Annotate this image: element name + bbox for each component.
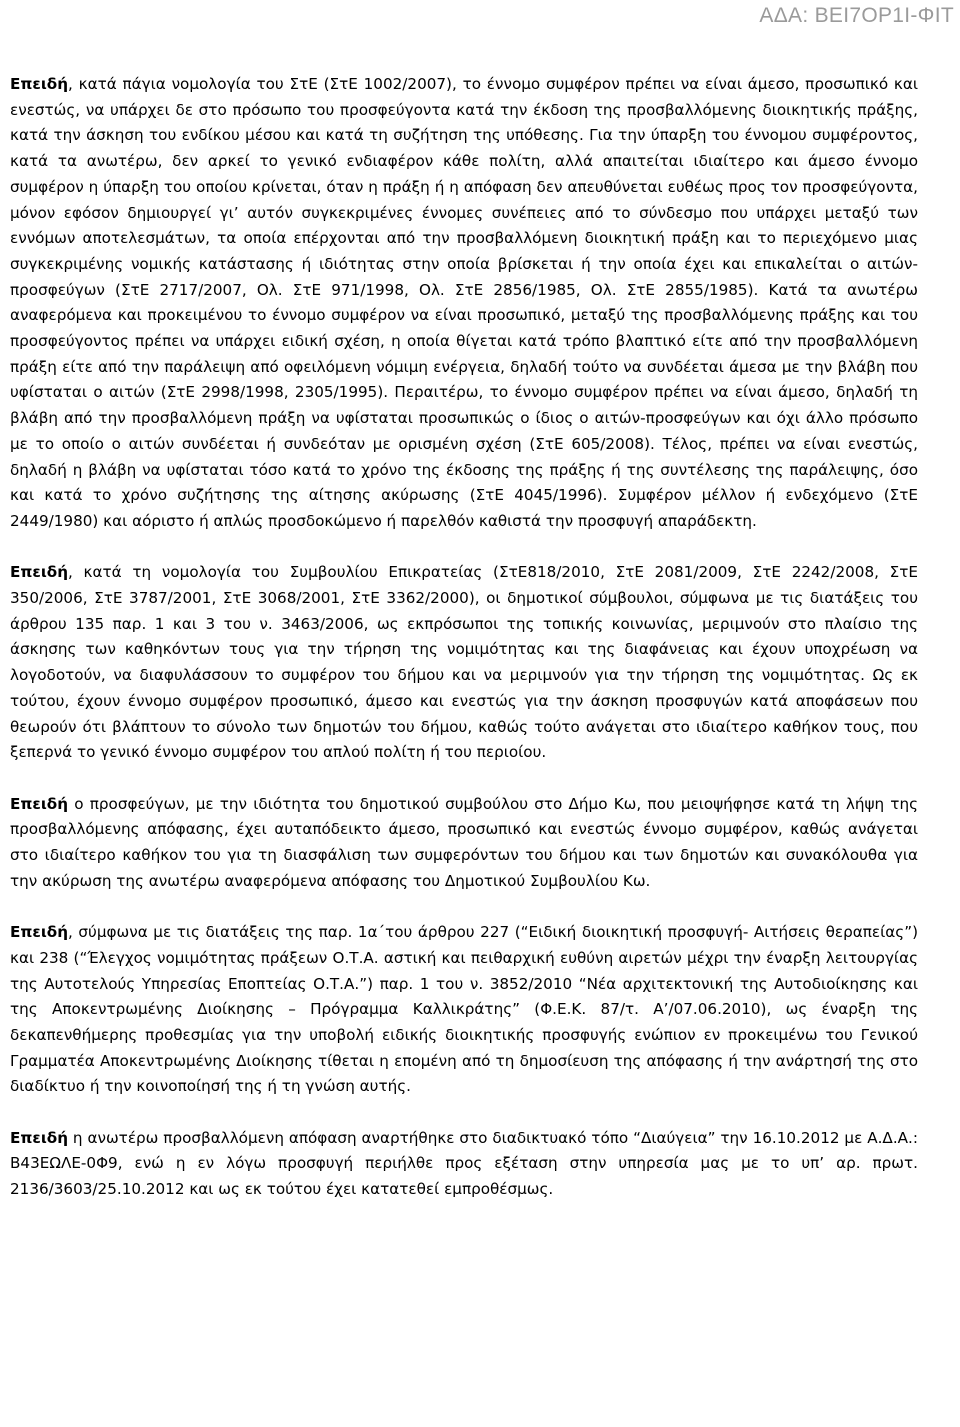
paragraph-text: , κατά πάγια νομολογία του ΣτΕ (ΣτΕ 1002/2007), το έννομο συμφέρον πρέπει να είναι άμεσο, προσωπικό και ενεστώς, να υπάρχει δε στο πρόσωπο του προσφεύγοντα κατά την έκδοση της προσβαλλόμενης διοικητικής πράξης, κατά την άσκηση του ενδίκου μέσου και κατά τη συζήτηση της υπόθεσης. Για την ύπαρξη του έννομου συμφέροντος, κατά τα ανωτέρω, δεν αρκεί το γενικό ενδιαφέρον κάθε πολίτη, αλλά απαιτείται ιδιαίτερο και άμεσο έννομο συμφέρον η ύπαρξη του οποίου κρίνεται, όταν η πράξη ή η απόφαση δεν απευθύνεται ευθέως προς τον προσφεύγοντα, μόνον εφόσον δημιουργεί γι’ αυτόν συγκεκριμένες έννομες συνέπειες από το σύνδεσμο που υπάρχει μεταξύ των εννόμων αποτελεσμάτων, τα οποία επέρχονται από την προσβαλλόμενη διοικητική πράξη και το περιεχόμενο μιας συγκεκριμένης νομικής κατάστασης ή ιδιότητας στην οποία βρίσκεται ή την οποία έχει και επικαλείται ο αιτών-προσφεύγων (ΣτΕ 2717/2007, Ολ. ΣτΕ 971/1998, Ολ. ΣτΕ 2856/1985, Ολ. ΣτΕ 2855/1985). Κατά τα ανωτέρω αναφερόμενα και προκειμένου το έννομο συμφέρον να είναι προσωπικό, μεταξύ της προσβαλλόμενης πράξης και του προσφεύγοντος πρέπει να υπάρχει ειδική σχέση, η οποία θίγεται κατά τρόπο βλαπτικό είτε από την προσβαλλόμενη πράξη είτε από την παράλειψη από οφειλόμενη νόμιμη ενέργεια, δηλαδή τούτο να συνδέεται άμεσα με την βλάβη που υφίσταται ο αιτών (ΣτΕ 2998/1998, 2305/1995). Περαιτέρω, το έννομο συμφέρον πρέπει να είναι άμεσο, δηλαδή τη βλάβη από την προσβαλλόμενη πράξη να υφίσταται προσωπικώς ο ίδιος ο αιτών-προσφεύγων και όχι άλλο πρόσωπο με το οποίο ο αιτών συνδέεται ή συνδεόταν με ορισμένη σχέση (ΣτΕ 605/2008). Τέλος, πρέπει να είναι ενεστώς, δηλαδή η βλάβη να υφίσταται τόσο κατά το χρόνο της έκδοσης της πράξης ή της συντέλεσης της παράλειψης, όσο και κατά το χρόνο συζήτησης της αίτησης ακύρωσης (ΣτΕ 4045/1996). Συμφέρον μέλλον ή ενδεχόμενο (ΣτΕ 2449/1980) και αόριστο ή απλώς προσδοκώμενο ή παρελθόν καθιστά την προσφυγή απαράδεκτη. bbox=[10, 75, 918, 530]
paragraph-council-jurisprudence bbox=[10, 560, 918, 766]
document-body bbox=[10, 72, 918, 1229]
ada-header: ΑΔΑ: ΒΕΙ7ΟΡ1Ι-ΦΙΤ bbox=[759, 4, 954, 27]
paragraph-appellant-councillor bbox=[10, 792, 918, 895]
paragraph-text: ο προσφεύγων, με την ιδιότητα του δημοτικού συμβούλου στο Δήμο Κω, που μειοψήφησε κατά τη λήψη της προσβαλλόμενης απόφασης, έχει αυταπόδεικτο άμεσο, προσωπικό και ενεστώς έννομο συμφέρον, καθώς ανάγεται στο ιδιαίτερο καθήκον του για τη διασφάλιση των συμφερόντων του δήμου και των δημοτών και συνακόλουθα για την ακύρωση της ανωτέρω αναφερόμενα απόφασης του Δημοτικού Συμβουλίου Κω. bbox=[10, 794, 918, 890]
paragraph-appeal-deadline bbox=[10, 920, 918, 1100]
paragraph-lead: Επειδή bbox=[10, 794, 69, 813]
paragraph-legal-interest bbox=[10, 72, 918, 535]
paragraph-lead: Επειδή bbox=[10, 563, 69, 582]
paragraph-timely-filing bbox=[10, 1126, 918, 1203]
paragraph-lead: Επειδή bbox=[10, 1128, 69, 1147]
paragraph-text: η ανωτέρω προσβαλλόμενη απόφαση αναρτήθηκε στο διαδικτυακό τόπο “Διαύγεια” την 16.10.2012 με Α.Δ.Α.: Β43ΕΩΛΕ-0Φ9, ενώ η εν λόγω προσφυγή περιήλθε προς εξέταση στην υπηρεσία μας με το υπ’ αρ. πρωτ. 2136/3603/25.10.2012 και ως εκ τούτου έχει κατατεθεί εμπροθέσμως. bbox=[10, 1128, 918, 1199]
paragraph-lead: Επειδή bbox=[10, 923, 69, 942]
paragraph-text: , κατά τη νομολογία του Συμβουλίου Επικρατείας (ΣτΕ818/2010, ΣτΕ 2081/2009, ΣτΕ 2242/2008, ΣτΕ 350/2006, ΣτΕ 3787/2001, ΣτΕ 3068/2001, ΣτΕ 3362/2000), οι δημοτικοί σύμβουλοι, σύμφωνα με τις διατάξεις του άρθρου 135 παρ. 1 και 3 του ν. 3463/2006, ως εκπρόσωποι της τοπικής κοινωνίας, μεριμνούν στο πλαίσιο της άσκησης των καθηκόντων τους για την τήρηση της νομιμότητας και της διαφάνειας και έχουν υποχρέωση να λογοδοτούν, να διαφυλάσσουν το συμφέρον του δήμου και να μεριμνούν για την τήρηση της νομιμότητας. Ως εκ τούτου, έχουν έννομο συμφέρον προσωπικό, άμεσο και ενεστώς για την άσκηση προσφυγών κατά αποφάσεων που θεωρούν ότι βλάπτουν το σύνολο των δημοτών του δήμου, καθώς τούτο ανάγεται στο ιδιαίτερο καθήκον τους, που ξεπερνά το γενικό έννομο συμφέρον του απλού πολίτη ή του περιοίου. bbox=[10, 563, 918, 762]
paragraph-lead: Επειδή bbox=[10, 75, 69, 93]
paragraph-text: , σύμφωνα με τις διατάξεις της παρ. 1α΄του άρθρου 227 (“Ειδική διοικητική προσφυγή- Αιτήσεις θεραπείας”) και 238 (“Έλεγχος νομιμότητας πράξεων Ο.Τ.Α. αστική και πειθαρχική ευθύνη αιρετών μέχρι την έναρξη λειτουργίας της Αυτοτελούς Υπηρεσίας Εποπτείας Ο.Τ.Α.”) παρ. 1 του ν. 3852/2010 “Νέα αρχιτεκτονική της Αυτοδιοίκησης και της Αποκεντρωμένης Διοίκησης – Πρόγραμμα Καλλικράτης” (Φ.Ε.Κ. 87/τ. Α’/07.06.2010), ως έναρξη της δεκαπενθήμερης προθεσμίας για την υποβολή ειδικής διοικητικής προσφυγής ενώπιον εν προκειμένω του Γενικού Γραμματέα Αποκεντρωμένης Διοίκησης τίθεται η επομένη από τη δημοσίευση της απόφασης ή την ανάρτησή της στο διαδίκτυο ή την κοινοποίησή της ή τη γνώση αυτής. bbox=[10, 923, 918, 1096]
